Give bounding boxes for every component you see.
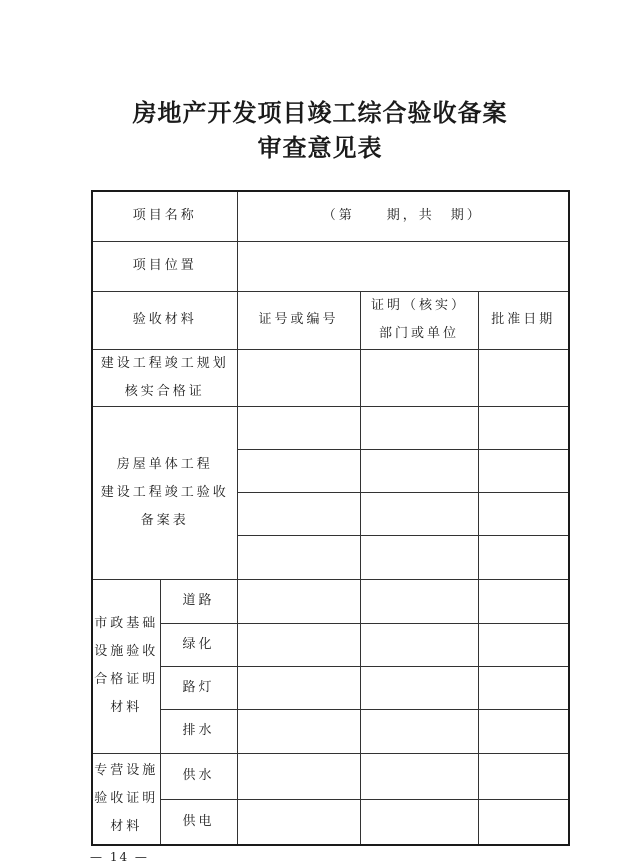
cell-road-date bbox=[478, 579, 569, 623]
label-planning-cert-line2: 核实合格证 bbox=[124, 383, 205, 399]
label-project-location: 项目位置 bbox=[92, 241, 237, 291]
cell-greening-dept bbox=[360, 623, 478, 666]
label-planning-cert-line1: 建设工程竣工规划 bbox=[100, 355, 229, 371]
cell-power-date bbox=[478, 799, 569, 845]
label-municipal-line1: 市政基础 bbox=[94, 616, 159, 631]
cell-water-date bbox=[478, 753, 569, 799]
label-special-facilities bbox=[92, 753, 160, 845]
cell-house-1-date bbox=[478, 406, 569, 449]
label-municipal-line4: 材料 bbox=[110, 700, 143, 715]
cell-road-no bbox=[237, 579, 360, 623]
cell-house-4-date bbox=[478, 535, 569, 579]
label-house-record-line3: 备案表 bbox=[140, 512, 189, 528]
label-special-line1: 专营设施 bbox=[94, 762, 159, 778]
header-cert-dept bbox=[360, 291, 478, 349]
cell-house-2-no bbox=[237, 449, 360, 492]
cell-planning-date bbox=[478, 349, 569, 406]
label-special-line2: 验收证明 bbox=[94, 790, 159, 806]
label-municipal-line2: 设施验收 bbox=[94, 644, 159, 659]
label-special-line3: 材料 bbox=[110, 818, 143, 834]
label-house-record-line2: 建设工程竣工验收 bbox=[100, 484, 229, 500]
label-power-supply: 供电 bbox=[160, 799, 237, 845]
cell-house-4-dept bbox=[360, 535, 478, 579]
form-title-line1: 房地产开发项目竣工综合验收备案 bbox=[132, 98, 508, 127]
label-project-name: 项目名称 bbox=[92, 191, 237, 241]
cell-drainage-dept bbox=[360, 709, 478, 753]
cell-street-light-date bbox=[478, 666, 569, 709]
cell-planning-dept bbox=[360, 349, 478, 406]
page-number: — 14 — bbox=[90, 850, 149, 864]
value-project-location bbox=[237, 241, 569, 291]
cell-house-2-date bbox=[478, 449, 569, 492]
form-title-line2: 审查意见表 bbox=[257, 133, 383, 162]
cell-power-dept bbox=[360, 799, 478, 845]
label-house-record bbox=[92, 406, 237, 579]
header-materials: 验收材料 bbox=[92, 291, 237, 349]
cell-house-3-date bbox=[478, 492, 569, 535]
cell-house-3-no bbox=[237, 492, 360, 535]
header-cert-dept-line2: 部门或单位 bbox=[379, 326, 460, 341]
label-water-supply: 供水 bbox=[160, 753, 237, 799]
label-house-record-line1: 房屋单体工程 bbox=[116, 456, 213, 472]
cell-house-1-no bbox=[237, 406, 360, 449]
label-municipal-line3: 合格证明 bbox=[94, 672, 159, 687]
cell-drainage-no bbox=[237, 709, 360, 753]
label-street-light: 路灯 bbox=[160, 666, 237, 709]
label-greening: 绿化 bbox=[160, 623, 237, 666]
period-note: （第 期，共 期） bbox=[237, 191, 569, 241]
review-form-table bbox=[91, 190, 570, 846]
cell-water-dept bbox=[360, 753, 478, 799]
cell-house-3-dept bbox=[360, 492, 478, 535]
cell-house-4-no bbox=[237, 535, 360, 579]
cell-house-1-dept bbox=[360, 406, 478, 449]
label-drainage: 排水 bbox=[160, 709, 237, 753]
cell-planning-cert-no bbox=[237, 349, 360, 406]
cell-water-no bbox=[237, 753, 360, 799]
cell-power-no bbox=[237, 799, 360, 845]
header-cert-dept-line1: 证明（核实） bbox=[371, 298, 468, 313]
header-cert-no: 证号或编号 bbox=[237, 291, 360, 349]
cell-drainage-date bbox=[478, 709, 569, 753]
label-municipal bbox=[92, 579, 160, 753]
cell-street-light-no bbox=[237, 666, 360, 709]
cell-house-2-dept bbox=[360, 449, 478, 492]
header-approval-date: 批准日期 bbox=[478, 291, 569, 349]
cell-greening-date bbox=[478, 623, 569, 666]
cell-road-dept bbox=[360, 579, 478, 623]
cell-street-light-dept bbox=[360, 666, 478, 709]
label-road: 道路 bbox=[160, 579, 237, 623]
label-planning-cert bbox=[92, 349, 237, 406]
cell-greening-no bbox=[237, 623, 360, 666]
